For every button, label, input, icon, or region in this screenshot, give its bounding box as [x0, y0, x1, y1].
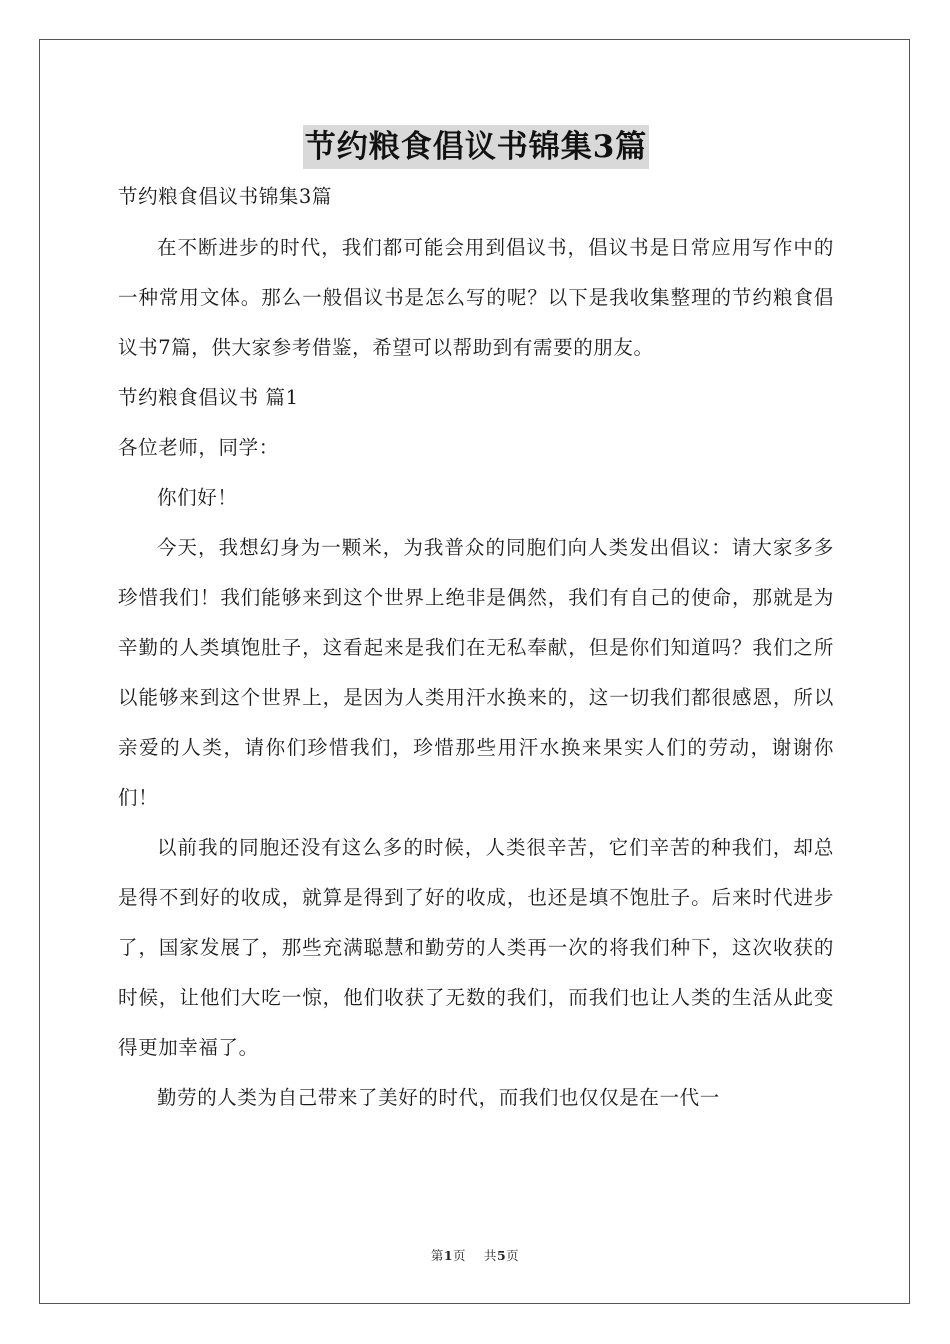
title-container — [118, 125, 834, 173]
total-prefix: 共 — [483, 1248, 497, 1263]
greeting: 你们好！ — [157, 486, 238, 509]
document-subtitle: 节约粮食倡议书锦集3篇 — [118, 185, 333, 208]
body-paragraph-3: 勤劳的人类为自己带来了美好的时代，而我们也仅仅是在一代一 — [157, 1086, 720, 1109]
section-heading: 节约粮食倡议书 篇1 — [118, 386, 299, 409]
intro-paragraph: 在不断进步的时代，我们都可能会用到倡议书，倡议书是日常应用写作中的一种常用文体。那么一般倡议书是怎么写的呢？以下是我收集整理的节约粮食倡议书7篇，供大家参考借鉴，希望可以帮助到有需要的朋友。 — [118, 236, 834, 359]
document-title: 节约粮食倡议书锦集3篇 — [303, 125, 650, 169]
page-current: 1 — [443, 1248, 454, 1263]
body-paragraph-1: 今天，我想幻身为一颗米，为我普众的同胞们向人类发出倡议：请大家多多珍惜我们！我们能够来到这个世界上绝非是偶然，我们有自己的使命，那就是为辛勤的人类填饱肚子，这看起来是我们在无私奉献，但是你们知道吗？我们之所以能够来到这个世界上，是因为人类用汗水换来的，这一切我们都很感恩，所以亲爱的人类，请你们珍惜我们，珍惜那些用汗水换来果实人们的劳动，谢谢你们！ — [118, 536, 834, 809]
page-footer — [0, 1246, 950, 1264]
page-prefix: 第 — [430, 1248, 444, 1263]
page-unit: 页 — [453, 1248, 467, 1263]
document-body — [118, 125, 834, 1123]
body-paragraph-2: 以前我的同胞还没有这么多的时候，人类很辛苦，它们辛苦的种我们，却总是得不到好的收成，就算是得到了好的收成，也还是填不饱肚子。后来时代进步了，国家发展了，那些充满聪慧和勤劳的人类再一次的将我们种下，这次收获的时候，让他们大吃一惊，他们收获了无数的我们，而我们也让人类的生活从此变得更加幸福了。 — [118, 836, 834, 1059]
total-unit: 页 — [506, 1248, 520, 1263]
salutation: 各位老师，同学： — [118, 436, 279, 459]
page-total: 5 — [496, 1248, 507, 1263]
